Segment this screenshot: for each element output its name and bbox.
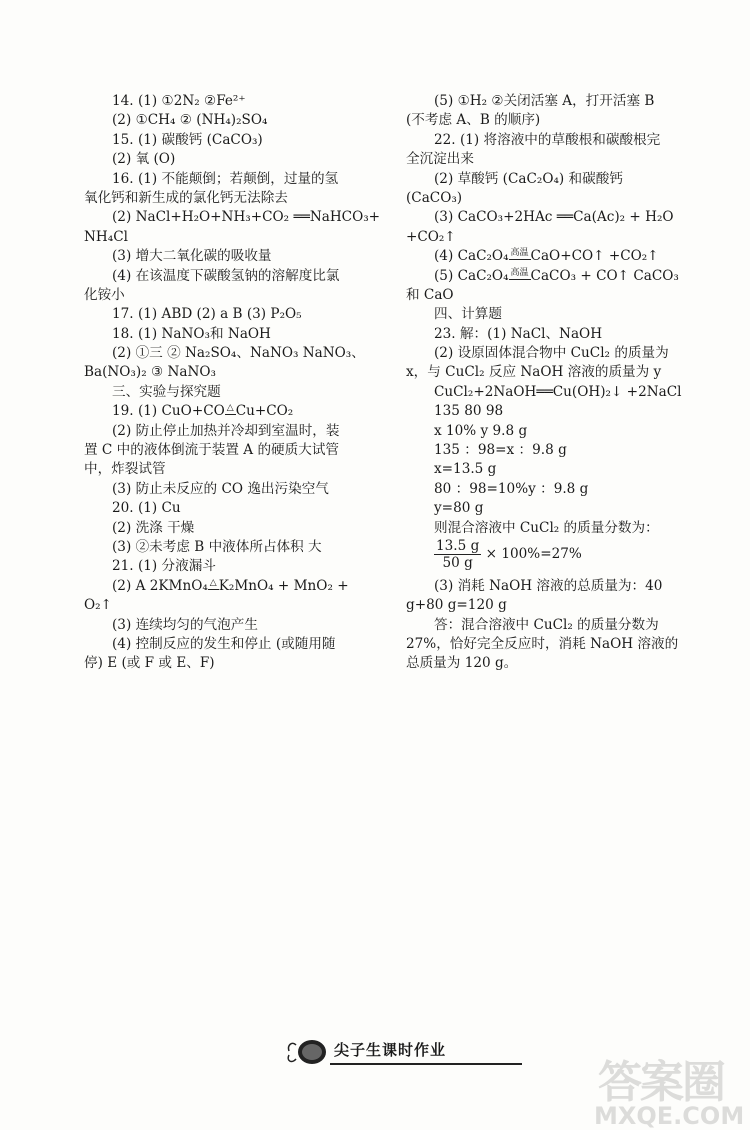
reaction-condition: 高温: [510, 248, 529, 259]
text-line: [406, 267, 706, 286]
text-line: 则混合溶液中 CuCl₂ 的质量分数为：: [434, 519, 659, 536]
footer-rule: [330, 1063, 522, 1065]
text-line: x 10% y 9.8 g: [434, 422, 528, 439]
text-line: Ba(NO₃)₂ ③ NaNO₃: [84, 364, 216, 381]
reaction-condition: △: [226, 403, 234, 414]
text-line: 总质量为 120 g。: [406, 655, 518, 672]
text-line: (3) 防止未反应的 CO 逸出污染空气: [112, 480, 329, 497]
text-line: O₂↑: [84, 597, 112, 614]
text-line: [84, 402, 384, 421]
text-line: 三、实验与探究题: [112, 383, 221, 400]
text-line: [406, 247, 706, 266]
right-column: [406, 92, 706, 674]
text-line: (不考虑 A、B 的顺序): [406, 112, 541, 129]
text-line: 22. (1) 将溶液中的草酸根和碳酸根完: [434, 131, 661, 148]
text-line: (3) 消耗 NaOH 溶液的总质量为：40: [434, 577, 663, 594]
text-line: CuCl₂+2NaOH══Cu(OH)₂↓ +2NaCl: [434, 383, 682, 400]
text-line: (2) NaCl+H₂O+NH₃+CO₂ ══NaHCO₃+: [112, 209, 381, 226]
reaction-condition: 高温: [510, 267, 529, 278]
page-number-badge-icon: [286, 1037, 328, 1067]
arrow-spacer: [225, 415, 236, 421]
watermark-logo: 答案圈: [598, 1057, 724, 1108]
reaction-arrow: [208, 577, 219, 596]
text-line: [406, 538, 706, 577]
text-line: 27%，恰好完全反应时，消耗 NaOH 溶液的: [406, 635, 679, 652]
text-line: g+80 g=120 g: [406, 597, 507, 614]
text-line: (3) 增大二氧化碳的吸收量: [112, 248, 272, 265]
equation-part: 19. (1) CuO+CO: [112, 403, 225, 420]
arrow-spacer: [208, 590, 219, 596]
text-line: (2) 洗涤 干燥: [112, 519, 195, 536]
fraction-numerator: 13.5 g: [436, 537, 480, 554]
text-line: 135 80 98: [434, 403, 504, 420]
text-line: (4) 控制反应的发生和停止 (或随用随: [112, 635, 336, 652]
text-line: (2) 防止停止加热并冷却到室温时，装: [112, 422, 340, 439]
text-line: 和 CaO: [406, 286, 454, 303]
text-line: (2) ①三 ② Na₂SO₄、NaNO₃ NaNO₃、: [112, 345, 365, 362]
text-line: 80 ：98=10%y ：9.8 g: [434, 480, 589, 497]
text-line: (2) ①CH₄ ② (NH₄)₂SO₄: [112, 112, 268, 129]
text-line: 21. (1) 分液漏斗: [112, 558, 216, 575]
text-line: (3) ②未考虑 B 中液体所占体积 大: [112, 538, 322, 555]
equation-part: (2) A 2KMnO₄: [112, 577, 208, 594]
equation-part: (4) CaC₂O₄: [434, 248, 509, 265]
text-line: 135 ：98=x ：9.8 g: [434, 442, 567, 459]
text-line: 化铵小: [84, 286, 125, 303]
text-line: 20. (1) Cu: [112, 500, 181, 517]
text-line: (2) 草酸钙 (CaC₂O₄) 和碳酸钙: [434, 170, 623, 187]
reaction-arrow: [509, 267, 531, 286]
reaction-arrow: [225, 402, 236, 421]
equation-part: CaCO₃ + CO↑ CaCO₃: [530, 267, 679, 284]
text-line: 答：混合溶液中 CuCl₂ 的质量分数为: [434, 616, 659, 633]
text-line: 14. (1) ①2N₂ ②Fe²⁺: [112, 93, 246, 109]
text-line: 中，炸裂试管: [84, 461, 166, 478]
text-line: [84, 577, 384, 596]
text-line: 18. (1) NaNO₃和 NaOH: [112, 325, 271, 342]
text-line: (3) 连续均匀的气泡产生: [112, 616, 258, 633]
text-line: NH₄Cl: [84, 228, 128, 245]
text-line: (2) 氧 (O): [112, 151, 176, 168]
fraction-tail: × 100%=27%: [485, 545, 582, 562]
arrow-spacer: [509, 260, 531, 266]
text-line: (2) 设原固体混合物中 CuCl₂ 的质量为: [434, 345, 669, 362]
reaction-condition: △: [209, 577, 217, 588]
text-line: x=13.5 g: [434, 461, 497, 478]
fraction-denominator: 50 g: [442, 554, 473, 571]
watermark: [590, 1038, 750, 1130]
text-line: (5) ①H₂ ②关闭活塞 A，打开活塞 B: [434, 93, 655, 109]
equation-part: (5) CaC₂O₄: [434, 267, 509, 284]
text-line: y=80 g: [434, 500, 484, 517]
equation-part: K₂MnO₄ + MnO₂ +: [218, 577, 349, 594]
text-line: x，与 CuCl₂ 反应 NaOH 溶液的质量为 y: [406, 364, 662, 381]
text-line: 四、计算题: [434, 306, 502, 323]
text-line: (CaCO₃): [406, 189, 463, 206]
text-line: 23. 解：(1) NaCl、NaOH: [434, 325, 603, 342]
text-line: 15. (1) 碳酸钙 (CaCO₃): [112, 131, 263, 148]
text-line: 置 C 中的液体倒流于装置 A 的硬质大试管: [84, 442, 340, 459]
book-title: 尖子生课时作业: [334, 1041, 447, 1059]
text-line: +CO₂↑: [406, 228, 456, 245]
text-line: (3) CaCO₃+2HAc ══Ca(Ac)₂ + H₂O: [434, 209, 674, 226]
text-line: (4) 在该温度下碳酸氢钠的溶解度比氯: [112, 267, 340, 284]
text-line: 停) E (或 F 或 E、F): [84, 655, 215, 672]
watermark-url: MXQE.COM: [594, 1102, 745, 1130]
page-footer: [262, 1035, 524, 1069]
text-line: 全沉淀出来: [406, 151, 474, 168]
equation-part: CaO+CO↑ +CO₂↑: [530, 248, 659, 265]
left-column: [84, 92, 384, 674]
fraction: [434, 538, 481, 571]
arrow-spacer: [509, 280, 531, 286]
text-line: 16. (1) 不能颠倒；若颠倒，过量的氢: [112, 170, 339, 187]
text-line: 氧化钙和新生成的氯化钙无法除去: [84, 189, 288, 206]
text-line: 17. (1) ABD (2) a B (3) P₂O₅: [112, 306, 302, 323]
equation-part: Cu+CO₂: [235, 403, 294, 420]
reaction-arrow: [509, 247, 531, 266]
